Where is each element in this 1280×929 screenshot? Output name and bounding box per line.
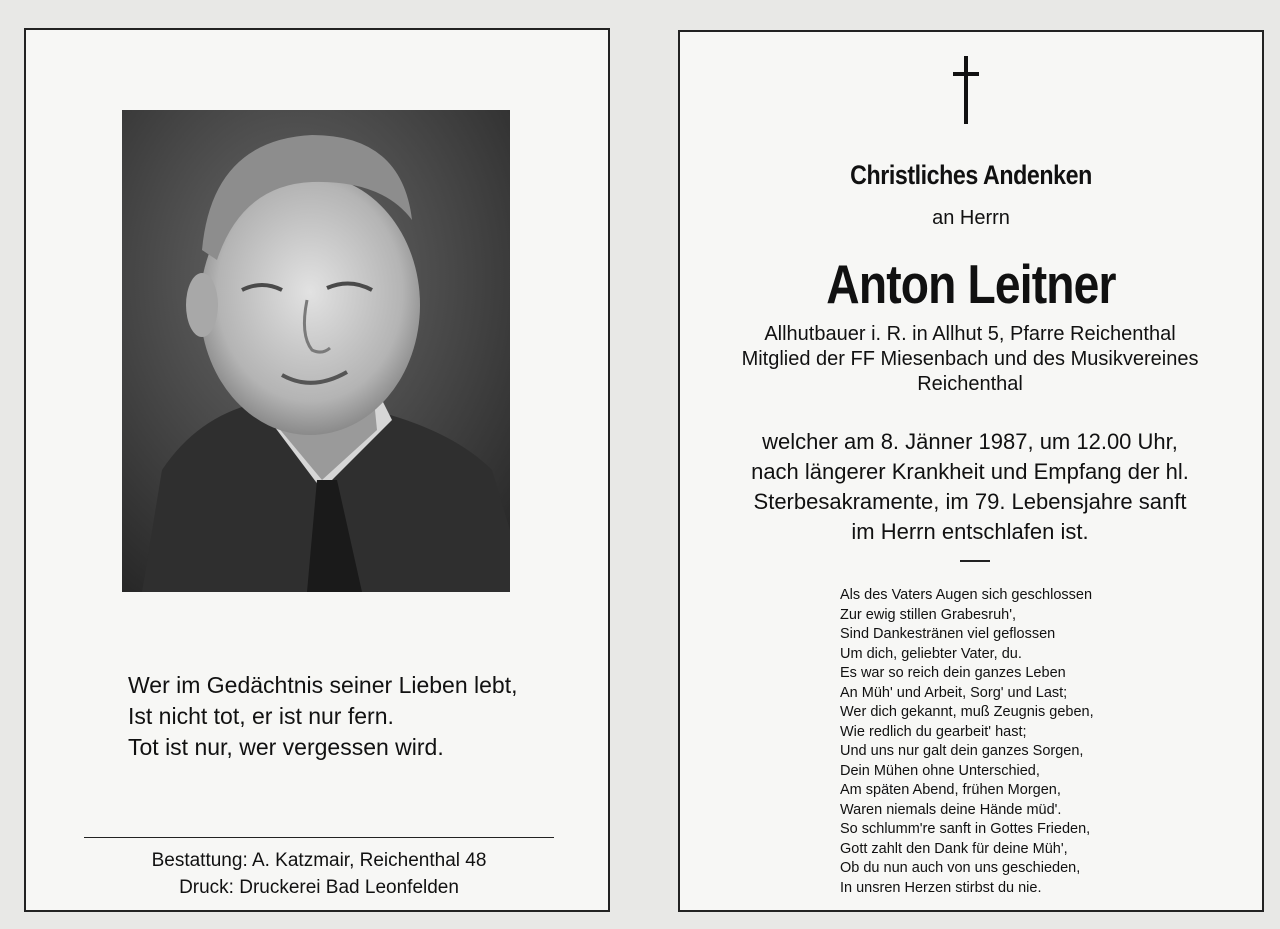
poem-line: Als des Vaters Augen sich geschlossen [840, 587, 1093, 603]
printer-credit: Druck: Druckerei Bad Leonfelden [179, 877, 459, 898]
quote-line: Wer im Gedächtnis seiner Lieben lebt, [128, 672, 518, 698]
card-heading: Christliches Andenken [850, 160, 1092, 190]
poem-line: Sind Dankestränen viel geflossen [840, 626, 1056, 642]
death-notice-line: im Herrn entschlafen ist. [851, 519, 1089, 544]
death-notice-line: welcher am 8. Jänner 1987, um 12.00 Uhr, [762, 429, 1178, 454]
poem-line: Und uns nur galt dein ganzes Sorgen, [840, 743, 1084, 759]
deceased-description [730, 322, 1210, 397]
quote-line: Tot ist nur, wer vergessen wird. [128, 734, 444, 760]
poem-line: Gott zahlt den Dank für deine Müh', [840, 840, 1068, 857]
poem-line: So schlumm're sanft in Gottes Frieden, [840, 821, 1091, 837]
death-notice [730, 427, 1210, 547]
quote-line: Ist nicht tot, er ist nur fern. [128, 703, 394, 729]
death-notice-line: nach längerer Krankheit und Empfang der hl. [751, 459, 1189, 484]
death-notice-line: Sterbesakramente, im 79. Lebensjahre sanft [753, 489, 1187, 514]
poem-line: Zur ewig stillen Grabesruh', [840, 606, 1017, 623]
poem-line: Dein Mühen ohne Unterschied, [840, 762, 1040, 779]
poem-line: Es war so reich dein ganzes Leben [840, 665, 1066, 681]
left-card-panel [24, 28, 610, 912]
poem-line: Um dich, geliebter Vater, du. [840, 645, 1022, 662]
poem-line: Ob du nun auch von uns geschieden, [840, 860, 1081, 876]
separator-dash [960, 560, 990, 562]
cross-icon [950, 56, 982, 124]
poem-line: Waren niemals deine Hände müd'. [840, 801, 1062, 818]
credits [84, 847, 554, 901]
description-line: Reichenthal [917, 373, 1023, 395]
salutation: an Herrn [932, 207, 1010, 229]
divider-line [84, 837, 554, 838]
poem-line: Am späten Abend, frühen Morgen, [840, 782, 1061, 798]
poem-line: Wie redlich du gearbeit' hast; [840, 723, 1027, 740]
description-line: Mitglied der FF Miesenbach und des Musikvereines [741, 348, 1199, 370]
poem-line: Wer dich gekannt, muß Zeugnis geben, [840, 704, 1094, 720]
right-card-panel [678, 30, 1264, 912]
poem-line: In unsren Herzen stirbst du nie. [840, 879, 1042, 896]
memorial-quote [128, 670, 548, 763]
funeral-home-credit: Bestattung: A. Katzmair, Reichenthal 48 [151, 850, 487, 871]
deceased-name: Anton Leitner [826, 253, 1116, 315]
memorial-poem [840, 586, 1140, 898]
portrait-photo [122, 110, 510, 592]
poem-line: An Müh' und Arbeit, Sorg' und Last; [840, 684, 1068, 701]
description-line: Allhutbauer i. R. in Allhut 5, Pfarre Reichenthal [764, 323, 1176, 345]
